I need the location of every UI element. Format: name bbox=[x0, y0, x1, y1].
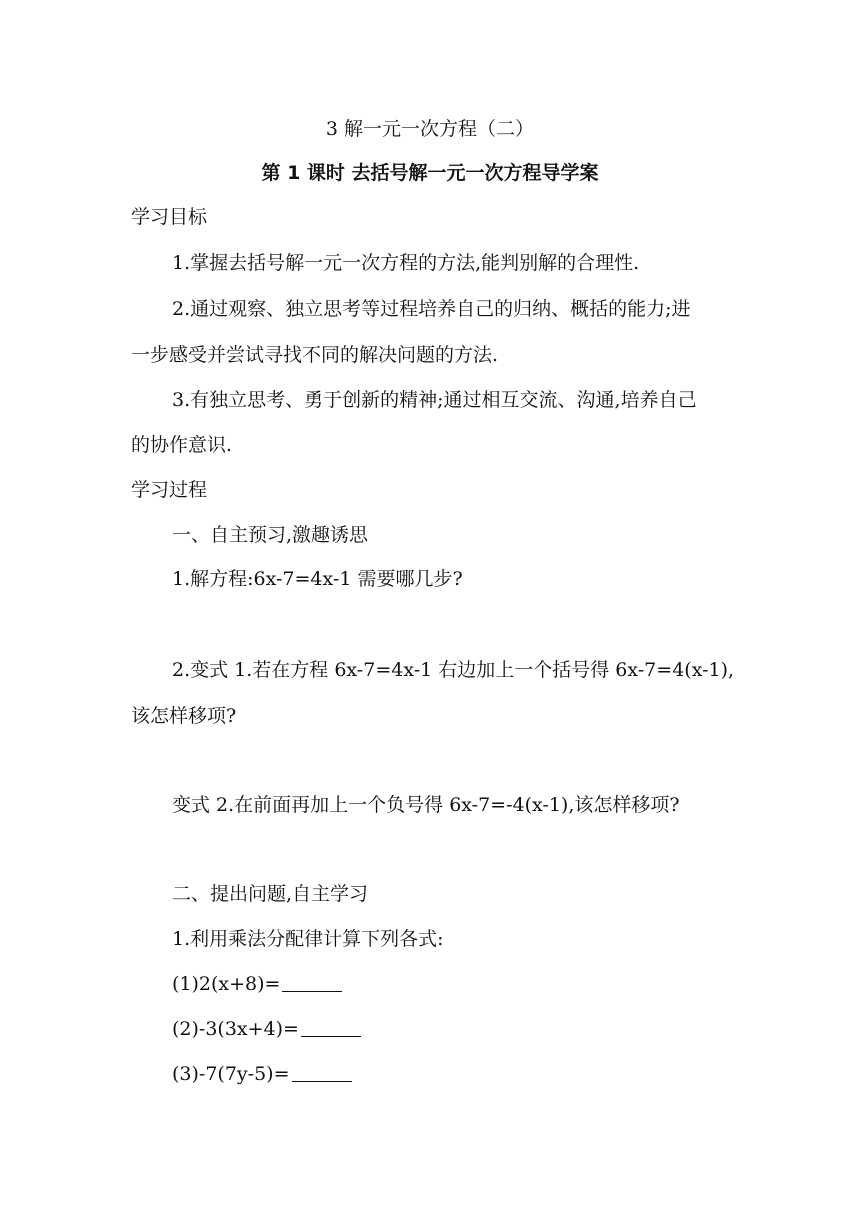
document-subtitle: 第 1 课时 去括号解一元一次方程导学案 bbox=[261, 162, 599, 184]
exercise-1-text: (1)2(x+8)= bbox=[172, 973, 281, 995]
goals-heading: 学习目标 bbox=[131, 206, 208, 228]
goal-1: 1.掌握去括号解一元一次方程的方法,能判别解的合理性. bbox=[172, 252, 640, 274]
goal-3-line-1: 3.有独立思考、勇于创新的精神;通过相互交流、沟通,培养自己 bbox=[172, 389, 697, 411]
goal-2-line-2: 一步感受并尝试寻找不同的解决问题的方法. bbox=[131, 344, 499, 366]
goal-2-line-1: 2.通过观察、独立思考等过程培养自己的归纳、概括的能力;进 bbox=[172, 298, 691, 320]
exercise-1 bbox=[172, 972, 342, 996]
answer-blank-1[interactable] bbox=[282, 973, 342, 992]
question-2-line-2: 该怎样移项? bbox=[131, 705, 237, 727]
question-3: 变式 2.在前面再加上一个负号得 6x-7=-4(x-1),该怎样移项? bbox=[172, 794, 680, 816]
section-2-heading: 二、提出问题,自主学习 bbox=[172, 883, 369, 905]
process-heading: 学习过程 bbox=[131, 479, 208, 501]
answer-blank-3[interactable] bbox=[292, 1063, 352, 1082]
exercise-2-text: (2)-3(3x+4)= bbox=[172, 1018, 299, 1040]
document-title: 3 解一元一次方程（二） bbox=[325, 118, 535, 140]
question-4: 1.利用乘法分配律计算下列各式: bbox=[172, 928, 444, 950]
question-1: 1.解方程:6x-7=4x-1 需要哪几步? bbox=[172, 568, 463, 590]
question-2-line-1: 2.变式 1.若在方程 6x-7=4x-1 右边加上一个括号得 6x-7=4(x-1), bbox=[172, 659, 735, 681]
exercise-2 bbox=[172, 1017, 361, 1041]
exercise-3-text: (3)-7(7y-5)= bbox=[172, 1063, 290, 1085]
section-1-heading: 一、自主预习,激趣诱思 bbox=[172, 524, 369, 546]
answer-blank-2[interactable] bbox=[301, 1018, 361, 1037]
exercise-3 bbox=[172, 1062, 352, 1086]
goal-3-line-2: 的协作意识. bbox=[131, 434, 233, 456]
